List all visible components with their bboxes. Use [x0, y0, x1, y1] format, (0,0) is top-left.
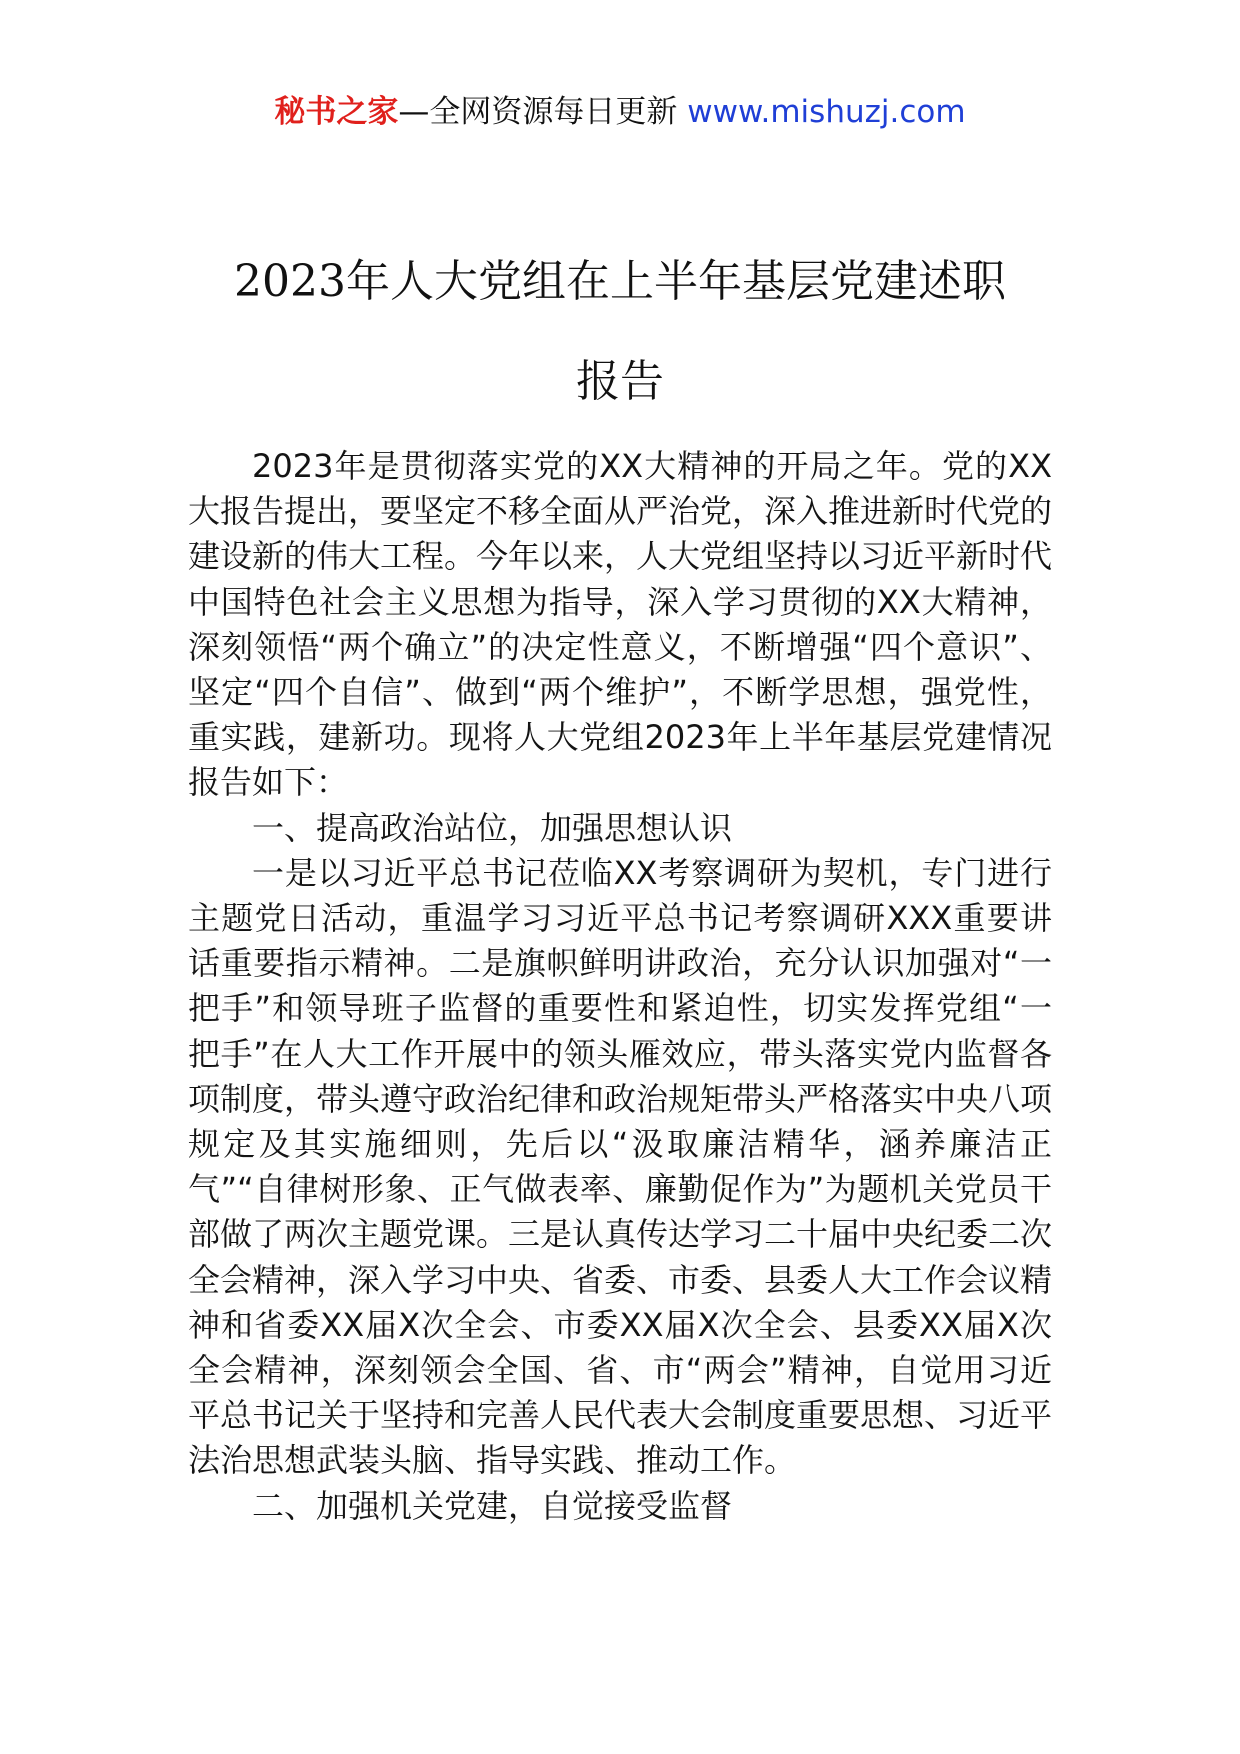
site-header [0, 92, 1240, 132]
body-paragraph: 2023年是贯彻落实党的XX大精神的开局之年。党的XX大报告提出，要坚定不移全面从严治党，深入推进新时代党的建设新的伟大工程。今年以来，人大党组坚持以习近平新时代中国特色社会主义思想为指导，深入学习贯彻的XX大精神，深刻领悟“两个确立”的决定性意义，不断增强“四个意识”、坚定“四个自信”、做到“两个维护”，不断学思想，强党性，重实践，建新功。现将人大党组2023年上半年基层党建情况报告如下： [188, 447, 1053, 802]
site-url-link[interactable]: www.mishuzj.com [687, 94, 966, 130]
title-line-2: 报告 [576, 356, 664, 407]
body-paragraph: 一是以习近平总书记莅临XX考察调研为契机，专门进行主题党日活动，重温学习习近平总书记考察调研XXX重要讲话重要指示精神。二是旗帜鲜明讲政治，充分认识加强对“一把手”和领导班子监督的重要性和紧迫性，切实发挥党组“一把手”在人大工作开展中的领头雁效应，带头落实党内监督各项制度，带头遵守政治纪律和政治规矩带头严格落实中央八项规定及其实施细则，先后以“汲取廉洁精华，涵养廉洁正气”“自律树形象、正气做表率、廉勤促作为”为题机关党员干部做了两次主题党课。三是认真传达学习二十届中央纪委二次全会精神，深入学习中央、省委、市委、县委人大工作会议精神和省委XX届X次全会、市委XX届X次全会、县委XX届X次全会精神，深刻领会全国、省、市“两会”精神，自觉用习近平总书记关于坚持和完善人民代表大会制度重要思想、习近平法治思想武装头脑、指导实践、推动工作。 [188, 853, 1053, 1480]
document-body [188, 444, 1052, 1529]
site-tagline: —全网资源每日更新 [398, 94, 678, 130]
document-title [0, 232, 1240, 432]
title-line-1: 2023年人大党组在上半年基层党建述职 [234, 256, 1006, 307]
section-heading: 一、提高政治站位，加强思想认识 [252, 808, 733, 847]
brand-name: 秘书之家 [274, 94, 399, 130]
section-heading: 二、加强机关党建，自觉接受监督 [252, 1486, 733, 1525]
